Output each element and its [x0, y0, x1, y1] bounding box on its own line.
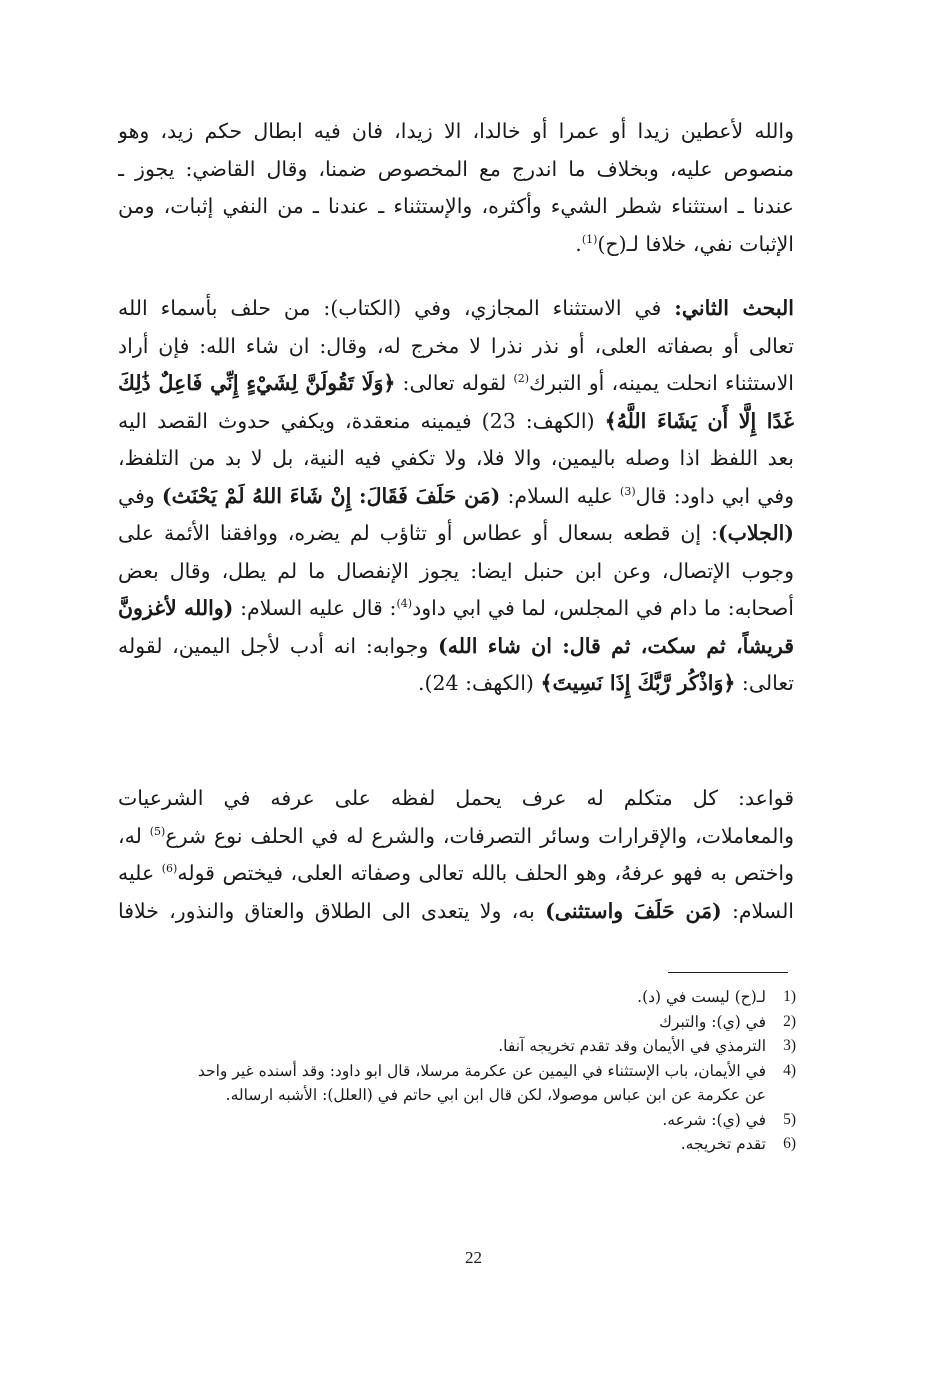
text-segment: واختص به فهو عرفهُ، وهو الحلف بالله تعالى وصفاته العلى، فيختص قوله [177, 861, 794, 885]
footnote-ref-5: (5) [149, 824, 166, 838]
text-line [118, 365, 794, 403]
text-segment: والمعاملات، والإقرارات وسائر التصرفات، والشرع له في الحلف نوع شرع [165, 823, 794, 848]
text-line: منصوص عليه، وبخلاف ما اندرج مع المخصوص ضمنا، وقال القاضي: يجوز ـ [118, 156, 794, 181]
footnote-item [110, 1059, 796, 1108]
footnote-number: 1) [783, 988, 796, 1005]
hadith-quote: (مَن حَلَفَ فَقَالَ: إِنْ شَاءَ اللهُ لَمْ يَحْنَث) [161, 483, 501, 508]
footnote-text: في (ي): شرعه. [662, 1110, 766, 1129]
footnote-text: في (ي): والتبرك [659, 1012, 766, 1031]
quran-quote: ﴿وَاذْكُر رَّبَّكَ إِذَا نَسِيتَ﴾ [540, 671, 736, 695]
text-line [118, 515, 794, 553]
text-segment: وفي ابي داود: قال [635, 483, 794, 508]
text-segment: وجوابه: انه أدب لأجل اليمين، لقوله [118, 633, 438, 658]
text-line [118, 855, 794, 893]
book-title: (الجلاب) [717, 521, 794, 545]
page-number: 22 [465, 1248, 482, 1267]
text-line [118, 226, 794, 264]
footnote-ref-3: (3) [620, 484, 636, 498]
text-segment: تعالى: [735, 671, 794, 695]
footnote-number: 5) [783, 1110, 796, 1128]
text-line [118, 290, 794, 328]
footnote-item [110, 985, 796, 1010]
text-line [118, 628, 794, 666]
text-segment: أصحابه: ما دام في المجلس، لما في ابي داود [412, 596, 794, 620]
footnote-text: تقدم تخريجه. [680, 1135, 766, 1153]
hadith-quote: (والله لأغزونَّ [118, 596, 234, 620]
hadith-quote: قريشاً، ثم سكت، ثم قال: ان شاء الله) [438, 633, 794, 658]
text-segment: : إن قطعه بسعال أو عطاس أو تثاؤب لم يضره، ووافقنا الأئمة على [118, 521, 718, 545]
footnote-divider [668, 972, 788, 973]
text-line [118, 590, 794, 628]
text-line: والله لأعطين زيدا أو عمرا أو خالدا، الا زيدا، فان فيه ابطال حكم زيد، وهو [118, 119, 794, 143]
text-segment: وفي [118, 483, 162, 508]
footnote-text-continued: عن عكرمة عن ابن عباس موصولا، لكن قال ابن ابي حاتم في (العلل): الأشبه ارساله. [225, 1086, 766, 1104]
text-line [118, 665, 794, 703]
paragraph-2 [118, 290, 794, 703]
text-segment: (الكهف: 24). [417, 671, 541, 695]
text-line: قواعد: كل متكلم له عرف يحمل لفظه على عرفه في الشرعيات [118, 786, 794, 810]
text-line: عندنا ـ استثناء شطر الشيء وأكثره، والإستثناء ـ عندنا ـ من النفي إثبات، ومن [118, 194, 794, 218]
text-segment: عليه السلام: [500, 483, 621, 508]
text-line: تعالى أو بصفاته العلى، أو نذر نذرا لا مخرج له، وقال: ان شاء الله: فإن أراد [118, 333, 794, 358]
text-segment: عليه [118, 861, 162, 885]
text-line: بعد اللفظ اذا وصله باليمين، والا فلا، ولا تكفي فيه النية، بل لا بد من التلفظ، [118, 446, 794, 470]
quran-quote: غَدًا إِلَّا أَن يَشَاءَ اللَّهُ﴾ [604, 408, 794, 433]
paragraph-3 [118, 780, 794, 930]
hadith-quote: (مَن حَلَفَ واستثنى) [545, 898, 722, 923]
text-segment: لقوله تعالى: [395, 371, 514, 395]
text-segment: . [575, 231, 582, 256]
footnote-number: 6) [783, 1135, 796, 1152]
paragraph-1 [118, 113, 794, 263]
footnotes [110, 985, 796, 1157]
text-line [118, 478, 794, 516]
text-segment: السلام: [721, 898, 794, 923]
footnote-text: في الأيمان، باب الإستثناء في اليمين عن عكرمة مرسلا، قال ابو داود: وقد أسنده غير واحد [197, 1061, 766, 1080]
footnote-text-block [110, 1059, 766, 1108]
footnote-item [110, 1108, 796, 1133]
footnote-ref-4: (4) [396, 597, 413, 611]
footnote-text: لـ(ح) ليست في (د). [637, 988, 766, 1006]
text-line [118, 893, 794, 931]
footnote-item [110, 1010, 796, 1035]
footnote-ref-1: (1) [581, 232, 598, 246]
text-segment: في الاستثناء المجازي، وفي (الكتاب): من حلف بأسماء الله [118, 296, 675, 320]
text-segment: الإثبات نفي، خلافا لـ(ح) [597, 231, 794, 256]
footnote-number: 2) [783, 1012, 796, 1030]
text-segment: : قال عليه السلام: [233, 596, 397, 620]
quran-quote: ﴿وَلَا تَقُولَنَّ لِشَيْءٍ إِنِّي فَاعِلٌ ذَٰلِكَ [118, 371, 396, 395]
section-heading: البحث الثاني: [674, 296, 794, 320]
footnote-ref-2: (2) [513, 372, 530, 386]
footnote-number: 4) [783, 1061, 796, 1079]
footnote-ref-6: (6) [161, 862, 178, 876]
text-line [118, 818, 794, 856]
text-segment: (الكهف: 23) فيمينه منعقدة، ويكفي حدوث القصد اليه [118, 408, 605, 433]
footnote-text: الترمذي في الأيمان وقد تقدم تخريجه آنفا. [498, 1037, 766, 1055]
footnote-item [110, 1132, 796, 1157]
footnote-number: 3) [783, 1037, 796, 1054]
text-line [118, 403, 794, 441]
text-segment: الاستثناء انحلت يمينه، أو التبرك [529, 371, 794, 395]
text-line: وجوب الإتصال، وعن ابن حنبل ايضا: يجوز الإنفصال ما لم يطل، وقال بعض [118, 558, 794, 583]
text-segment: له، [118, 823, 150, 848]
footnote-item [110, 1034, 796, 1059]
text-segment: به، ولا يتعدى الى الطلاق والعتاق والنذور، خلافا [118, 898, 546, 923]
